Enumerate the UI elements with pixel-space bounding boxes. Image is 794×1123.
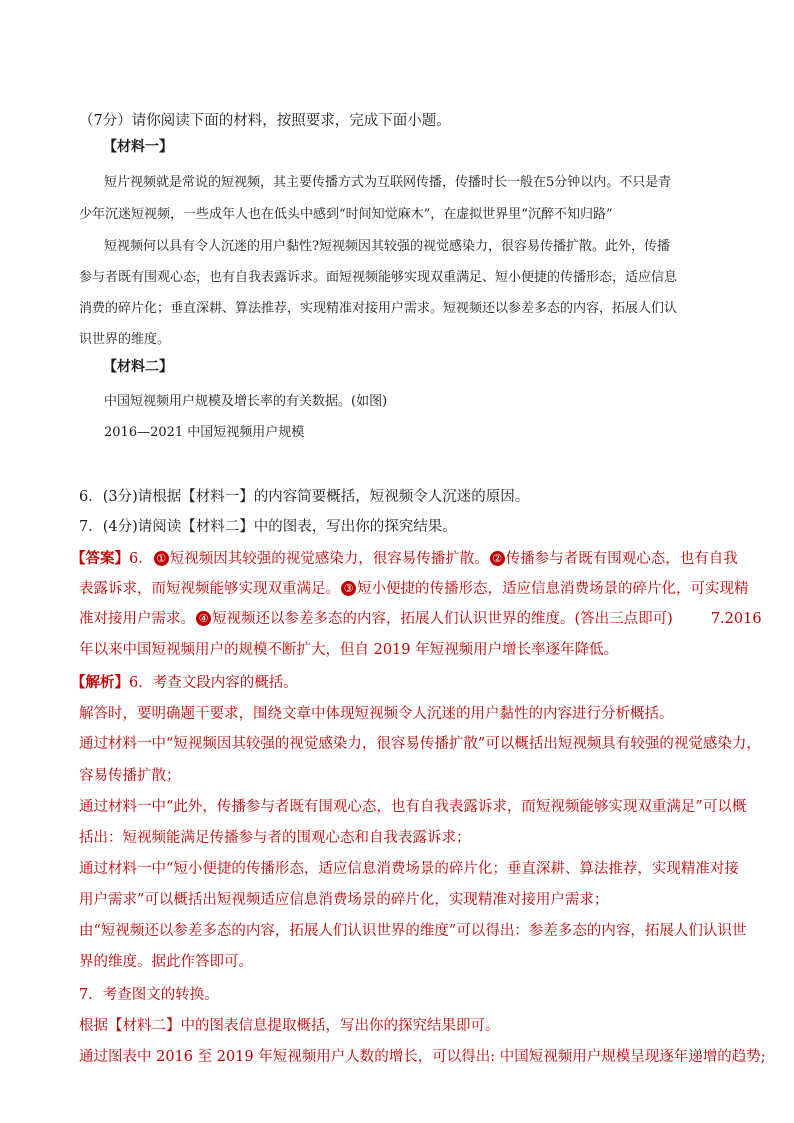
analysis-line: 根据【材料二】中的图表信息提取概括，写出你的探究结果即可。 [79, 1018, 500, 1034]
question-6: 6．(3分)请根据【材料一】的内容简要概括，短视频令人沉迷的原因。 [79, 489, 530, 505]
analysis-line: 由“短视频还以参差多态的内容，拓展人们认识世界的维度”可以得出：参差多态的内容，拓展人们认识世 [79, 923, 747, 939]
analysis-line: 7．考查图文的转换。 [79, 987, 219, 1003]
analysis-line: 用户需求”可以概括出短视频适应信息消费场景的碎片化，实现精准对接用户需求； [79, 892, 609, 908]
answer-line [79, 577, 749, 598]
intro-line: （7分）请你阅读下面的材料，按照要求，完成下面小题。 [79, 113, 451, 129]
analysis-line: 通过材料一中“短视频因其较强的视觉感染力，很容易传播扩散”可以概括出短视频具有较强的视觉感染力， [79, 736, 761, 752]
material2-description: 中国短视频用户规模及增长率的有关数据。(如图) [104, 394, 388, 409]
answer-line [71, 547, 738, 568]
answer-point: 传播参与者既有围观心态，也有自我 [505, 551, 738, 567]
answer-number: 6． [129, 551, 153, 567]
material1-line: 参与者既有围观心态，也有自我表露诉求。面短视频能够实现双重满足、短小便捷的传播形态，适应信息 [79, 270, 678, 285]
answer-point: 短小便捷的传播形态，适应信息消费场景的碎片化，可实现精 [357, 581, 749, 597]
material1-line: 短片视频就是常说的短视频，其主要传播方式为互联网传播，传播时长一般在5分钟以内。不只是青 [104, 175, 672, 190]
analysis-line: 界的维度。据此作答即可。 [79, 954, 253, 970]
question-7: 7．(4分)请阅读【材料二】中的图表，写出你的探究结果。 [79, 519, 457, 535]
answer-point: 表露诉求，而短视频能够实现双重满足。 [79, 581, 340, 597]
material1-line: 消费的碎片化；垂直深耕、算法推荐，实现精准对接用户需求。短视频还以参差多态的内容，拓展人们认 [79, 301, 678, 316]
analysis-line: 括出：短视频能满足传播参与者的围观心态和自我表露诉求； [79, 830, 471, 846]
analysis-line: 解答时，要明确题干要求，围绕文章中体现短视频令人沉迷的用户黏性的内容进行分析概括。 [79, 706, 674, 722]
circled-number-icon: ④ [196, 611, 211, 626]
answer-line: 年以来中国短视频用户的规模不断扩大，但自 2019 年短视频用户增长率逐年降低。 [79, 642, 619, 658]
material2-header: 【材料二】 [103, 359, 173, 375]
material1-line: 少年沉迷短视频，一些成年人也在低头中感到“时间知觉麻木”，在虚拟世界里“沉醉不知归路” [79, 207, 613, 222]
answer-point: 准对接用户需求。 [79, 611, 195, 627]
answer-7-start: 7.2016 [710, 611, 762, 627]
material1-line: 短视频何以具有令人沉迷的用户黏性?短视频因其较强的视觉感染力，很容易传播扩散。此外，传播 [104, 239, 670, 254]
analysis-tag: 【解析】 [71, 674, 129, 691]
answer-point: 短视频还以参差多态的内容，拓展人们认识世界的维度。(答出三点即可) [212, 611, 673, 627]
circled-number-icon: ② [490, 551, 505, 566]
analysis-heading-text: 6．考查文段内容的概括。 [129, 675, 298, 691]
analysis-heading [71, 671, 298, 692]
circled-number-icon: ③ [341, 581, 356, 596]
answer-point: 短视频因其较强的视觉感染力，很容易传播扩散。 [169, 551, 489, 567]
analysis-line: 通过材料一中“短小便捷的传播形态，适应信息消费场景的碎片化；垂直深耕、算法推荐，实现精准对接 [79, 861, 739, 877]
analysis-line: 容易传播扩散； [79, 768, 181, 784]
material1-line: 识世界的维度。 [79, 332, 171, 347]
analysis-line: 通过材料一中“此外，传播参与者既有围观心态，也有自我表露诉求，而短视频能够实现双重满足”可以概 [79, 799, 747, 815]
analysis-line: 通过图表中 2016 至 2019 年短视频用户人数的增长，可以得出: 中国短视频用户规模呈现逐年递增的趋势; [79, 1049, 766, 1065]
circled-number-icon: ① [154, 551, 169, 566]
answer-line [79, 607, 762, 628]
chart-caption: 2016—2021 中国短视频用户规模 [104, 425, 305, 440]
answer-tag: 【答案】 [71, 550, 129, 567]
material1-header: 【材料一】 [103, 139, 173, 155]
